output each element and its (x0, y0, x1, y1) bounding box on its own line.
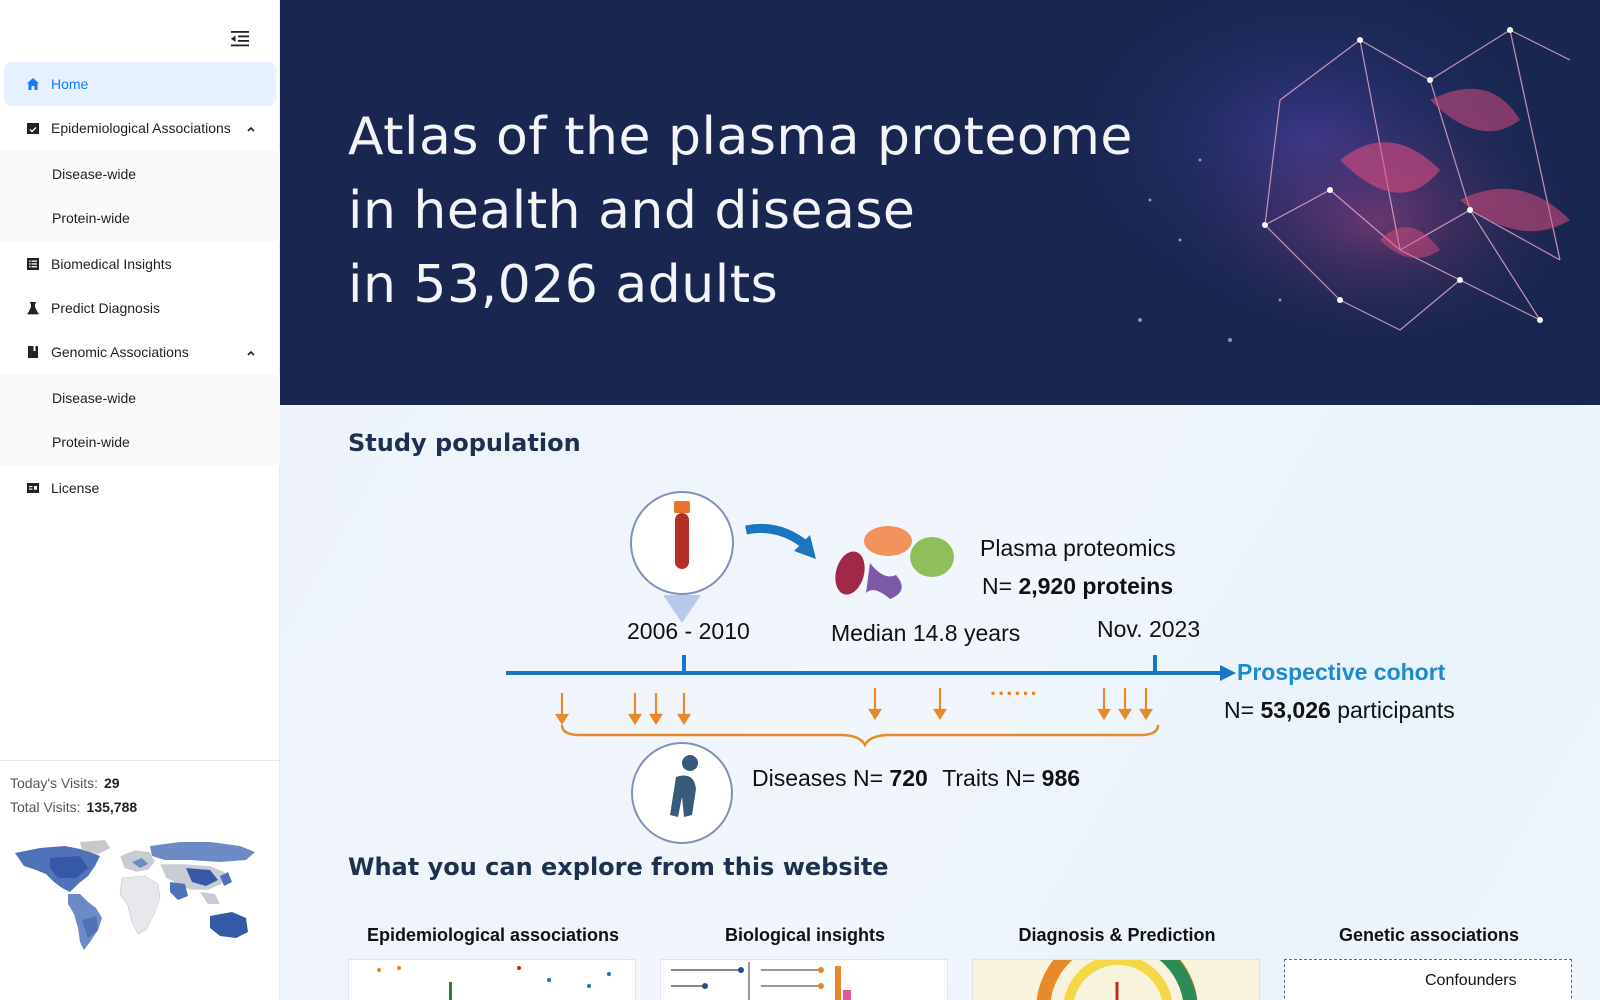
explore-cards (348, 925, 1588, 1000)
card-genetic-preview[interactable] (1284, 959, 1572, 1000)
flask-icon (26, 301, 40, 315)
sidebar-menu (0, 62, 280, 510)
card-title-diagnosis[interactable]: Diagnosis & Prediction (1018, 925, 1216, 945)
hero-title-line-3: in 53,026 adults (348, 255, 779, 315)
hero-title-line-1: Atlas of the plasma proteome (348, 107, 1133, 167)
sidebar-item-genomic-associations[interactable] (0, 330, 280, 374)
visitor-world-map[interactable] (10, 838, 260, 953)
chevron-up-icon[interactable] (246, 345, 256, 355)
confounders-label: Confounders (1425, 972, 1517, 989)
proteins-count (982, 573, 1173, 600)
traits-value: 986 (1041, 765, 1081, 791)
today-visits-label: Today's Visits: (10, 775, 99, 791)
sidebar-item-biomedical-insights[interactable] (0, 242, 280, 286)
hero-title-line-2: in health and disease (348, 181, 916, 241)
study-population-diagram (280, 405, 1600, 855)
sidebar-item-predict-diagnosis[interactable] (0, 286, 280, 330)
card-title-genetic[interactable]: Genetic associations (1338, 925, 1520, 945)
today-visits-value: 29 (104, 775, 120, 791)
main-content (280, 0, 1600, 1000)
total-visits-label: Total Visits: (10, 799, 81, 815)
ellipsis-dots: ...... (990, 675, 1039, 700)
total-visits-value: 135,788 (86, 799, 138, 815)
participants-value: 53,026 (1260, 697, 1331, 723)
content-section (280, 405, 1600, 1000)
baseline-period: 2006 - 2010 (627, 618, 750, 644)
collapse-sidebar-icon[interactable] (230, 30, 250, 48)
sidebar-subitem-epi-disease-wide[interactable]: Disease-wide (52, 166, 137, 182)
card-diagnosis-preview[interactable] (972, 959, 1260, 1000)
sidebar-item-label: License (51, 480, 100, 496)
sidebar-item-home[interactable] (4, 62, 276, 106)
hero-banner (280, 0, 1600, 405)
sidebar-item-label: Predict Diagnosis (51, 300, 160, 316)
median-followup: Median 14.8 years (831, 620, 1021, 646)
license-icon (26, 481, 40, 495)
proteomics-label: Plasma proteomics (980, 535, 1176, 561)
protein-blobs-icon (831, 526, 954, 599)
explore-title: What you can explore from this website (348, 853, 889, 881)
sidebar-item-epidemiological-associations[interactable] (0, 106, 280, 150)
visit-stats (0, 760, 280, 829)
participants-count (1224, 697, 1455, 724)
card-title-biological[interactable]: Biological insights (724, 925, 885, 945)
card-biological-preview[interactable] (660, 959, 948, 1000)
card-epidemiological-preview[interactable] (348, 959, 636, 1000)
proteins-prefix: N= (982, 573, 1013, 599)
sidebar-subitem-gen-disease-wide[interactable]: Disease-wide (52, 390, 137, 406)
list-icon (26, 257, 40, 271)
participants-prefix: N= (1224, 697, 1255, 723)
home-icon (26, 77, 40, 91)
end-date: Nov. 2023 (1097, 616, 1201, 642)
diseases-prefix: Diseases N= (752, 765, 884, 791)
submenu-genomic (0, 374, 280, 466)
sidebar-subitem-gen-protein-wide[interactable]: Protein-wide (52, 434, 130, 450)
outcomes-count (752, 765, 1080, 792)
book-icon (26, 345, 40, 359)
sidebar-item-label: Biomedical Insights (51, 256, 172, 272)
sidebar-item-license[interactable] (0, 466, 280, 510)
sidebar-item-label: Home (51, 76, 89, 92)
traits-prefix: Traits N= (942, 765, 1036, 791)
sidebar-subitem-epi-protein-wide[interactable]: Protein-wide (52, 210, 130, 226)
proteins-value: 2,920 proteins (1018, 573, 1174, 599)
total-visits (10, 795, 270, 819)
sidebar-item-label: Epidemiological Associations (51, 120, 231, 136)
card-title-epidemiological[interactable]: Epidemiological associations (366, 925, 620, 945)
participants-suffix: participants (1337, 697, 1455, 723)
calendar-check-icon (26, 121, 40, 135)
chevron-up-icon[interactable] (246, 121, 256, 131)
study-population-title: Study population (348, 429, 581, 457)
sidebar (0, 0, 280, 1000)
hero-title (348, 100, 1133, 322)
diseases-value: 720 (889, 765, 928, 791)
cohort-label: Prospective cohort (1237, 659, 1446, 685)
sidebar-item-label: Genomic Associations (51, 344, 189, 360)
today-visits (10, 771, 270, 795)
submenu-epidemiological (0, 150, 280, 242)
